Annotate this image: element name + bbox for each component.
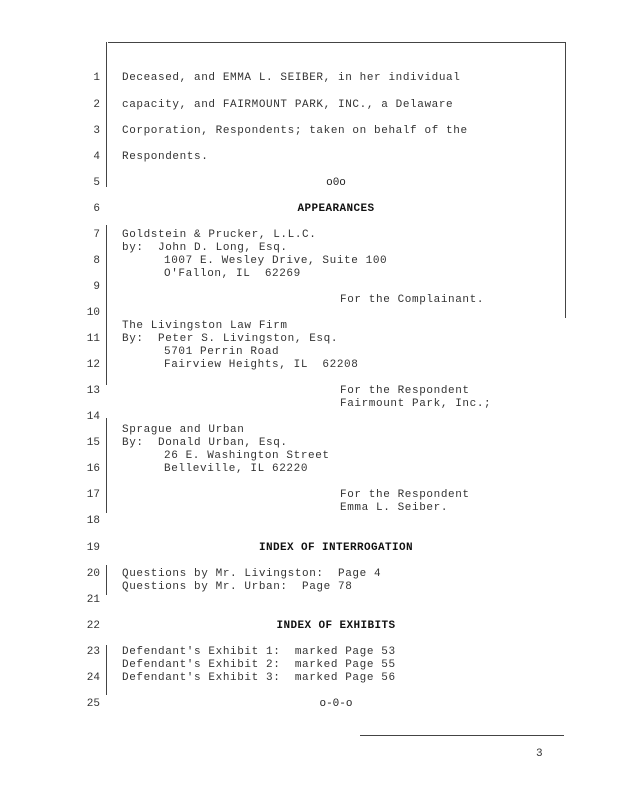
exhibit-entry: Defendant's Exhibit 3: marked Page 56 [122,672,396,684]
line-number: 5 [93,177,100,189]
line-number: 25 [86,698,100,710]
attorney-name: By: Peter S. Livingston, Esq. [122,333,339,345]
line-number: 13 [86,385,100,397]
line-number: 4 [93,151,100,163]
left-margin-rule [106,42,107,187]
line-number: 19 [86,542,100,554]
firm-name: The Livingston Law Firm [122,320,288,332]
representation-line: For the Respondent [340,385,470,397]
line-number: 21 [86,594,100,606]
page-number: 3 [536,748,543,760]
line-number: 3 [93,125,100,137]
line-number: 24 [86,672,100,684]
representation-line: Fairmount Park, Inc.; [340,398,492,410]
line-number: 15 [86,437,100,449]
top-rule [108,42,566,43]
exhibit-entry: Defendant's Exhibit 2: marked Page 55 [122,659,396,671]
line-number: 10 [86,307,100,319]
representation-line: For the Respondent [340,489,470,501]
exhibit-entry: Defendant's Exhibit 1: marked Page 53 [122,646,396,658]
left-margin-rule [106,645,107,695]
left-margin-rule [106,565,107,595]
line-number: 22 [86,620,100,632]
representation-line: Emma L. Seiber. [340,502,449,514]
firm-name: Sprague and Urban [122,424,245,436]
left-margin-rule [106,418,107,513]
index-entry: Questions by Mr. Livingston: Page 4 [122,568,382,580]
address-line: 1007 E. Wesley Drive, Suite 100 [164,255,388,267]
section-divider: o-0-o [319,698,353,710]
line-number: 9 [93,281,100,293]
address-line: Fairview Heights, IL 62208 [164,359,359,371]
line-number: 18 [86,515,100,527]
index-entry: Questions by Mr. Urban: Page 78 [122,581,353,593]
line-number: 7 [93,229,100,241]
line-number: 16 [86,463,100,475]
firm-name: Goldstein & Prucker, L.L.C. [122,229,317,241]
transcript-line: Deceased, and EMMA L. SEIBER, in her individual [122,72,461,84]
address-line: Belleville, IL 62220 [164,463,309,475]
transcript-line: Respondents. [122,151,209,163]
appearances-heading: APPEARANCES [297,203,375,215]
interrogation-index-heading: INDEX OF INTERROGATION [258,542,414,554]
address-line: 5701 Perrin Road [164,346,280,358]
address-line: O'Fallon, IL 62269 [164,268,301,280]
line-number: 12 [86,359,100,371]
line-number: 17 [86,489,100,501]
attorney-name: By: Donald Urban, Esq. [122,437,288,449]
line-number: 6 [93,203,100,215]
line-number: 23 [86,646,100,658]
transcript-line: Corporation, Respondents; taken on behalf of the [122,125,468,137]
footer-rule [360,735,564,736]
line-number: 1 [93,72,100,84]
line-number: 14 [86,411,100,423]
line-number: 11 [86,333,100,345]
address-line: 26 E. Washington Street [164,450,330,462]
exhibits-index-heading: INDEX OF EXHIBITS [276,620,396,632]
section-divider: o0o [326,177,346,189]
attorney-name: by: John D. Long, Esq. [122,242,288,254]
transcript-line: capacity, and FAIRMOUNT PARK, INC., a Delaware [122,99,454,111]
line-number: 8 [93,255,100,267]
left-margin-rule [106,225,107,385]
representation-line: For the Complainant. [340,294,485,306]
line-number: 2 [93,99,100,111]
line-number: 20 [86,568,100,580]
